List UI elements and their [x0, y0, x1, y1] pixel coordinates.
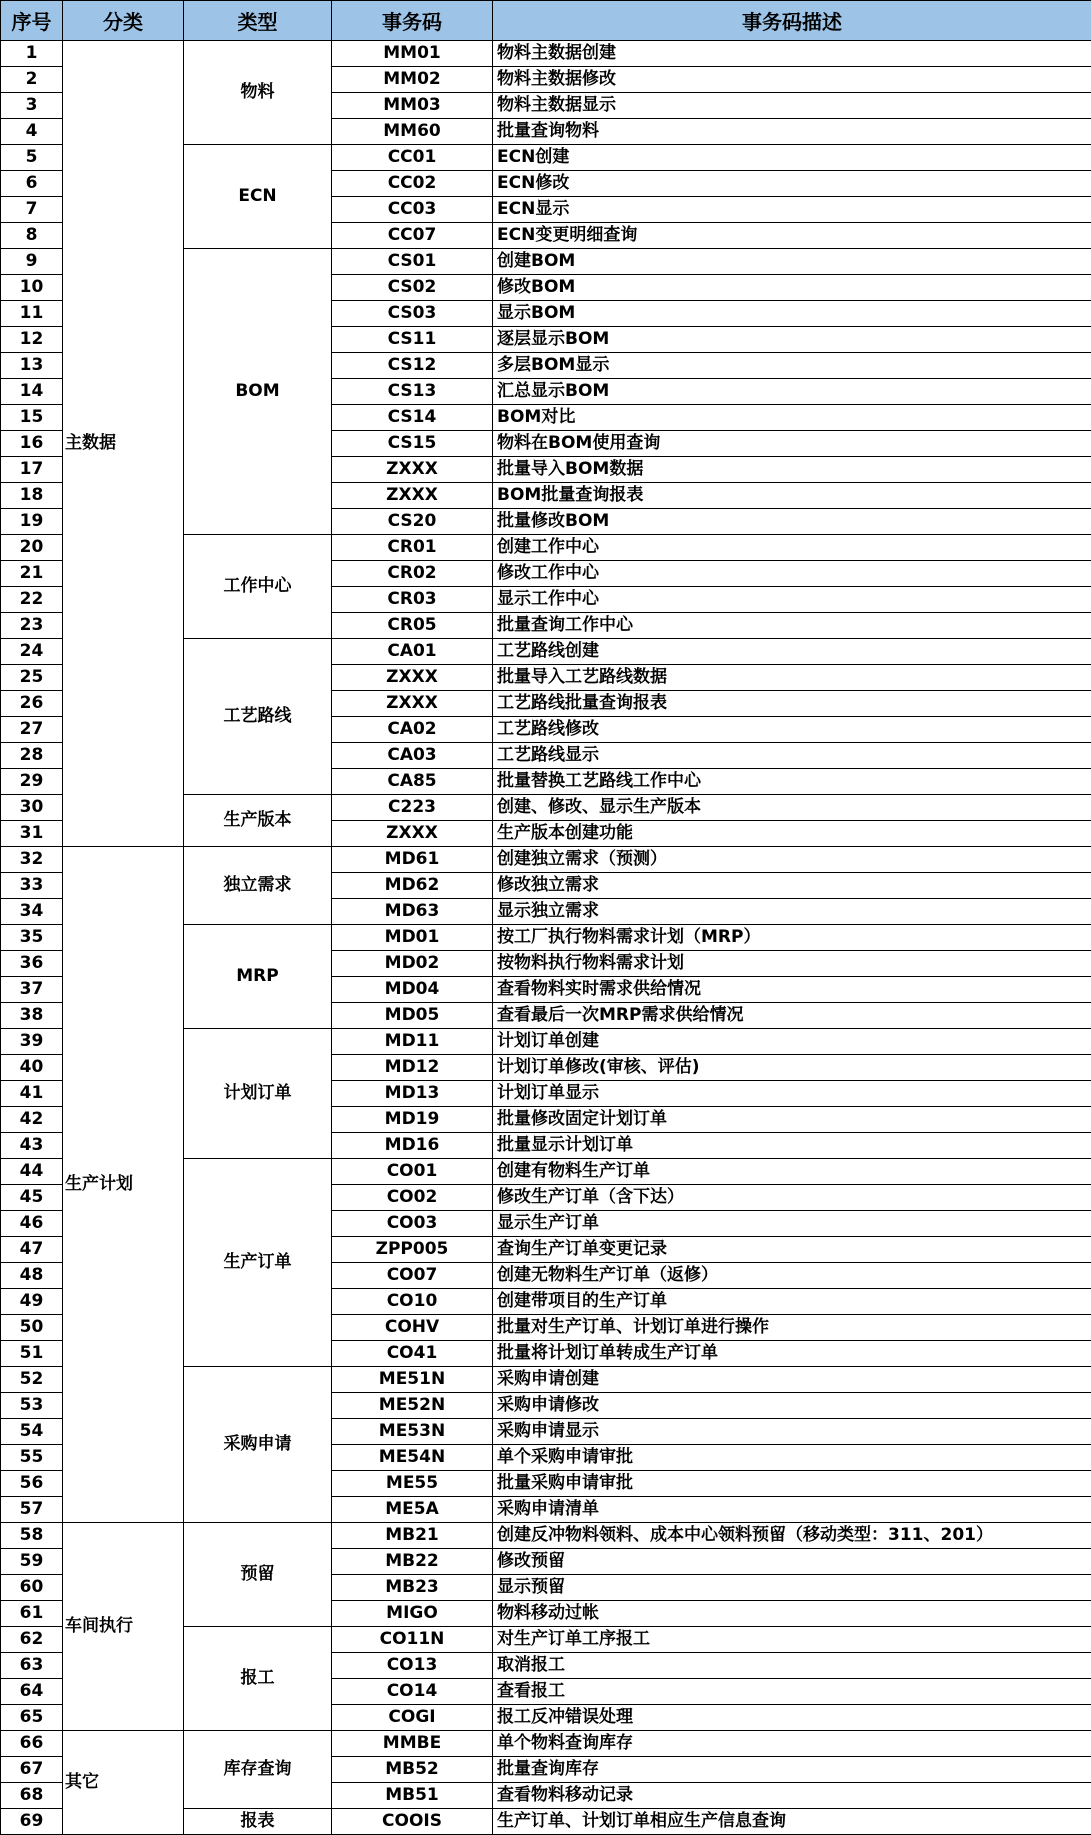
description-cell: 修改预留 [493, 1549, 1091, 1575]
transaction-code-cell: ZXXX [332, 691, 493, 717]
description-cell: 批量替换工艺路线工作中心 [493, 769, 1091, 795]
transaction-code-cell: CS01 [332, 249, 493, 275]
row-number: 50 [1, 1315, 63, 1341]
type-cell: 预留 [184, 1523, 332, 1627]
description-cell: 采购申请修改 [493, 1393, 1091, 1419]
type-cell: 报工 [184, 1627, 332, 1731]
transaction-code-cell: CR02 [332, 561, 493, 587]
description-cell: 采购申请显示 [493, 1419, 1091, 1445]
transaction-code-cell: COGI [332, 1705, 493, 1731]
description-cell: 创建反冲物料领料、成本中心领料预留（移动类型：311、201） [493, 1523, 1091, 1549]
description-cell: 取消报工 [493, 1653, 1091, 1679]
description-cell: 批量查询物料 [493, 119, 1091, 145]
transaction-code-cell: CS13 [332, 379, 493, 405]
row-number: 42 [1, 1107, 63, 1133]
description-cell: ECN显示 [493, 197, 1091, 223]
description-cell: 报工反冲错误处理 [493, 1705, 1091, 1731]
transaction-code-cell: CS11 [332, 327, 493, 353]
row-number: 48 [1, 1263, 63, 1289]
row-number: 31 [1, 821, 63, 847]
transaction-code-cell: MD62 [332, 873, 493, 899]
description-cell: 批量查询工作中心 [493, 613, 1091, 639]
transaction-code-cell: CS20 [332, 509, 493, 535]
row-number: 10 [1, 275, 63, 301]
description-cell: 查看物料移动记录 [493, 1783, 1091, 1809]
transaction-code-cell: ME53N [332, 1419, 493, 1445]
description-cell: 生产版本创建功能 [493, 821, 1091, 847]
description-cell: 物料主数据修改 [493, 67, 1091, 93]
description-cell: 显示预留 [493, 1575, 1091, 1601]
category-cell: 生产计划 [63, 847, 184, 1523]
description-cell: 物料主数据创建 [493, 41, 1091, 67]
description-cell: 创建BOM [493, 249, 1091, 275]
row-number: 34 [1, 899, 63, 925]
transaction-code-cell: CR03 [332, 587, 493, 613]
row-number: 14 [1, 379, 63, 405]
transaction-code-cell: ME51N [332, 1367, 493, 1393]
row-number: 60 [1, 1575, 63, 1601]
row-number: 41 [1, 1081, 63, 1107]
row-number: 26 [1, 691, 63, 717]
transaction-code-cell: CA01 [332, 639, 493, 665]
description-cell: 创建工作中心 [493, 535, 1091, 561]
row-number: 35 [1, 925, 63, 951]
description-cell: 查询生产订单变更记录 [493, 1237, 1091, 1263]
row-number: 24 [1, 639, 63, 665]
header-type: 类型 [184, 1, 332, 41]
transaction-code-cell: MD13 [332, 1081, 493, 1107]
transaction-code-cell: MM01 [332, 41, 493, 67]
type-cell: 库存查询 [184, 1731, 332, 1809]
transaction-code-cell: CR01 [332, 535, 493, 561]
row-number: 15 [1, 405, 63, 431]
description-cell: 按工厂执行物料需求计划（MRP） [493, 925, 1091, 951]
transaction-code-cell: C223 [332, 795, 493, 821]
row-number: 18 [1, 483, 63, 509]
transaction-code-cell: CO41 [332, 1341, 493, 1367]
type-cell: ECN [184, 145, 332, 249]
transaction-code-cell: CS15 [332, 431, 493, 457]
transaction-code-cell: MD04 [332, 977, 493, 1003]
description-cell: 对生产订单工序报工 [493, 1627, 1091, 1653]
description-cell: 计划订单创建 [493, 1029, 1091, 1055]
transaction-code-cell: MB52 [332, 1757, 493, 1783]
row-number: 28 [1, 743, 63, 769]
description-cell: 多层BOM显示 [493, 353, 1091, 379]
row-number: 17 [1, 457, 63, 483]
transaction-code-cell: CO07 [332, 1263, 493, 1289]
transaction-code-cell: ZPP005 [332, 1237, 493, 1263]
transaction-code-cell: CC02 [332, 171, 493, 197]
description-cell: 汇总显示BOM [493, 379, 1091, 405]
description-cell: 计划订单修改(审核、评估) [493, 1055, 1091, 1081]
table-row [1, 41, 1091, 67]
row-number: 37 [1, 977, 63, 1003]
description-cell: 创建有物料生产订单 [493, 1159, 1091, 1185]
row-number: 67 [1, 1757, 63, 1783]
description-cell: 工艺路线显示 [493, 743, 1091, 769]
transaction-code-cell: MD19 [332, 1107, 493, 1133]
description-cell: 生产订单、计划订单相应生产信息查询 [493, 1809, 1091, 1835]
description-cell: 修改生产订单（含下达） [493, 1185, 1091, 1211]
row-number: 54 [1, 1419, 63, 1445]
transaction-code-cell: MB22 [332, 1549, 493, 1575]
transaction-code-cell: MM02 [332, 67, 493, 93]
row-number: 38 [1, 1003, 63, 1029]
transaction-code-cell: MD12 [332, 1055, 493, 1081]
description-cell: 批量修改固定计划订单 [493, 1107, 1091, 1133]
description-cell: 工艺路线批量查询报表 [493, 691, 1091, 717]
row-number: 32 [1, 847, 63, 873]
row-number: 65 [1, 1705, 63, 1731]
row-number: 57 [1, 1497, 63, 1523]
transaction-code-cell: MD05 [332, 1003, 493, 1029]
transaction-code-cell: CO01 [332, 1159, 493, 1185]
row-number: 16 [1, 431, 63, 457]
row-number: 12 [1, 327, 63, 353]
type-cell: 工作中心 [184, 535, 332, 639]
transaction-code-cell: MB23 [332, 1575, 493, 1601]
row-number: 36 [1, 951, 63, 977]
transaction-code-cell: CO02 [332, 1185, 493, 1211]
row-number: 69 [1, 1809, 63, 1835]
transaction-code-cell: CS02 [332, 275, 493, 301]
transaction-code-cell: MD11 [332, 1029, 493, 1055]
category-cell: 主数据 [63, 41, 184, 847]
description-cell: 创建带项目的生产订单 [493, 1289, 1091, 1315]
transaction-code-cell: CC07 [332, 223, 493, 249]
transaction-code-cell: ZXXX [332, 483, 493, 509]
row-number: 59 [1, 1549, 63, 1575]
transaction-code-cell: CA02 [332, 717, 493, 743]
transaction-code-cell: CA85 [332, 769, 493, 795]
row-number: 68 [1, 1783, 63, 1809]
row-number: 1 [1, 41, 63, 67]
row-number: 61 [1, 1601, 63, 1627]
header-category: 分类 [63, 1, 184, 41]
transaction-code-cell: CO10 [332, 1289, 493, 1315]
description-cell: 采购申请清单 [493, 1497, 1091, 1523]
description-cell: 查看报工 [493, 1679, 1091, 1705]
description-cell: 创建独立需求（预测） [493, 847, 1091, 873]
transaction-code-cell: MM60 [332, 119, 493, 145]
description-cell: 创建、修改、显示生产版本 [493, 795, 1091, 821]
row-number: 22 [1, 587, 63, 613]
description-cell: 批量显示计划订单 [493, 1133, 1091, 1159]
transaction-code-cell: COHV [332, 1315, 493, 1341]
description-cell: 修改工作中心 [493, 561, 1091, 587]
transaction-code-cell: ME55 [332, 1471, 493, 1497]
description-cell: 创建无物料生产订单（返修） [493, 1263, 1091, 1289]
description-cell: 批量对生产订单、计划订单进行操作 [493, 1315, 1091, 1341]
transaction-code-cell: CO11N [332, 1627, 493, 1653]
transaction-code-cell: CS12 [332, 353, 493, 379]
description-cell: 工艺路线创建 [493, 639, 1091, 665]
table-row [1, 1731, 1091, 1757]
row-number: 11 [1, 301, 63, 327]
row-number: 29 [1, 769, 63, 795]
transaction-code-cell: MD01 [332, 925, 493, 951]
row-number: 20 [1, 535, 63, 561]
transaction-code-cell: CA03 [332, 743, 493, 769]
category-cell: 其它 [63, 1731, 184, 1835]
type-cell: 报表 [184, 1809, 332, 1835]
transaction-code-cell: CC03 [332, 197, 493, 223]
row-number: 52 [1, 1367, 63, 1393]
table-row [1, 1523, 1091, 1549]
transaction-code-cell: MMBE [332, 1731, 493, 1757]
row-number: 56 [1, 1471, 63, 1497]
transaction-code-cell: CO14 [332, 1679, 493, 1705]
row-number: 45 [1, 1185, 63, 1211]
row-number: 2 [1, 67, 63, 93]
table-row [1, 847, 1091, 873]
transaction-code-cell: ZXXX [332, 821, 493, 847]
description-cell: 查看最后一次MRP需求供给情况 [493, 1003, 1091, 1029]
description-cell: ECN修改 [493, 171, 1091, 197]
header-code: 事务码 [332, 1, 493, 41]
description-cell: 物料在BOM使用查询 [493, 431, 1091, 457]
description-cell: 工艺路线修改 [493, 717, 1091, 743]
row-number: 49 [1, 1289, 63, 1315]
transaction-code-cell: COOIS [332, 1809, 493, 1835]
row-number: 19 [1, 509, 63, 535]
type-cell: 计划订单 [184, 1029, 332, 1159]
row-number: 40 [1, 1055, 63, 1081]
description-cell: 单个采购申请审批 [493, 1445, 1091, 1471]
description-cell: 修改BOM [493, 275, 1091, 301]
description-cell: 批量导入工艺路线数据 [493, 665, 1091, 691]
type-cell: 生产版本 [184, 795, 332, 847]
row-number: 58 [1, 1523, 63, 1549]
transaction-code-cell: ZXXX [332, 457, 493, 483]
row-number: 9 [1, 249, 63, 275]
description-cell: 批量修改BOM [493, 509, 1091, 535]
transaction-code-cell: MB51 [332, 1783, 493, 1809]
row-number: 30 [1, 795, 63, 821]
row-number: 66 [1, 1731, 63, 1757]
description-cell: BOM批量查询报表 [493, 483, 1091, 509]
transaction-code-cell: CS03 [332, 301, 493, 327]
transaction-code-cell: MM03 [332, 93, 493, 119]
row-number: 7 [1, 197, 63, 223]
type-cell: 生产订单 [184, 1159, 332, 1367]
description-cell: 单个物料查询库存 [493, 1731, 1091, 1757]
description-cell: 物料移动过帐 [493, 1601, 1091, 1627]
transaction-code-cell: CS14 [332, 405, 493, 431]
transaction-code-cell: MD16 [332, 1133, 493, 1159]
description-cell: BOM对比 [493, 405, 1091, 431]
transaction-code-cell: MB21 [332, 1523, 493, 1549]
description-cell: 批量采购申请审批 [493, 1471, 1091, 1497]
description-cell: 查看物料实时需求供给情况 [493, 977, 1091, 1003]
row-number: 46 [1, 1211, 63, 1237]
row-number: 8 [1, 223, 63, 249]
type-cell: BOM [184, 249, 332, 535]
transaction-code-cell: CC01 [332, 145, 493, 171]
row-number: 3 [1, 93, 63, 119]
table-header [1, 1, 1091, 41]
header-description: 事务码描述 [493, 1, 1091, 41]
row-number: 55 [1, 1445, 63, 1471]
row-number: 47 [1, 1237, 63, 1263]
description-cell: 显示生产订单 [493, 1211, 1091, 1237]
row-number: 27 [1, 717, 63, 743]
type-cell: MRP [184, 925, 332, 1029]
description-cell: 批量将计划订单转成生产订单 [493, 1341, 1091, 1367]
header-no: 序号 [1, 1, 63, 41]
type-cell: 物料 [184, 41, 332, 145]
transaction-code-cell: ME52N [332, 1393, 493, 1419]
description-cell: 按物料执行物料需求计划 [493, 951, 1091, 977]
description-cell: 显示BOM [493, 301, 1091, 327]
transaction-code-cell: MD02 [332, 951, 493, 977]
row-number: 44 [1, 1159, 63, 1185]
description-cell: ECN变更明细查询 [493, 223, 1091, 249]
table-body [1, 41, 1091, 1835]
row-number: 53 [1, 1393, 63, 1419]
row-number: 33 [1, 873, 63, 899]
row-number: 25 [1, 665, 63, 691]
description-cell: ECN创建 [493, 145, 1091, 171]
row-number: 4 [1, 119, 63, 145]
description-cell: 批量查询库存 [493, 1757, 1091, 1783]
row-number: 6 [1, 171, 63, 197]
transaction-code-cell: MIGO [332, 1601, 493, 1627]
description-cell: 计划订单显示 [493, 1081, 1091, 1107]
transaction-code-cell: CR05 [332, 613, 493, 639]
row-number: 23 [1, 613, 63, 639]
transaction-code-cell: ME54N [332, 1445, 493, 1471]
transaction-code-cell: CO03 [332, 1211, 493, 1237]
description-cell: 修改独立需求 [493, 873, 1091, 899]
row-number: 5 [1, 145, 63, 171]
row-number: 39 [1, 1029, 63, 1055]
transaction-code-cell: MD61 [332, 847, 493, 873]
description-cell: 采购申请创建 [493, 1367, 1091, 1393]
row-number: 21 [1, 561, 63, 587]
description-cell: 显示独立需求 [493, 899, 1091, 925]
row-number: 13 [1, 353, 63, 379]
category-cell: 车间执行 [63, 1523, 184, 1731]
transaction-code-cell: MD63 [332, 899, 493, 925]
header-row [1, 1, 1091, 41]
transaction-code-cell: ME5A [332, 1497, 493, 1523]
type-cell: 工艺路线 [184, 639, 332, 795]
type-cell: 独立需求 [184, 847, 332, 925]
row-number: 64 [1, 1679, 63, 1705]
description-cell: 物料主数据显示 [493, 93, 1091, 119]
row-number: 63 [1, 1653, 63, 1679]
transaction-code-cell: CO13 [332, 1653, 493, 1679]
description-cell: 批量导入BOM数据 [493, 457, 1091, 483]
row-number: 62 [1, 1627, 63, 1653]
description-cell: 显示工作中心 [493, 587, 1091, 613]
row-number: 43 [1, 1133, 63, 1159]
transaction-code-cell: ZXXX [332, 665, 493, 691]
description-cell: 逐层显示BOM [493, 327, 1091, 353]
row-number: 51 [1, 1341, 63, 1367]
type-cell: 采购申请 [184, 1367, 332, 1523]
